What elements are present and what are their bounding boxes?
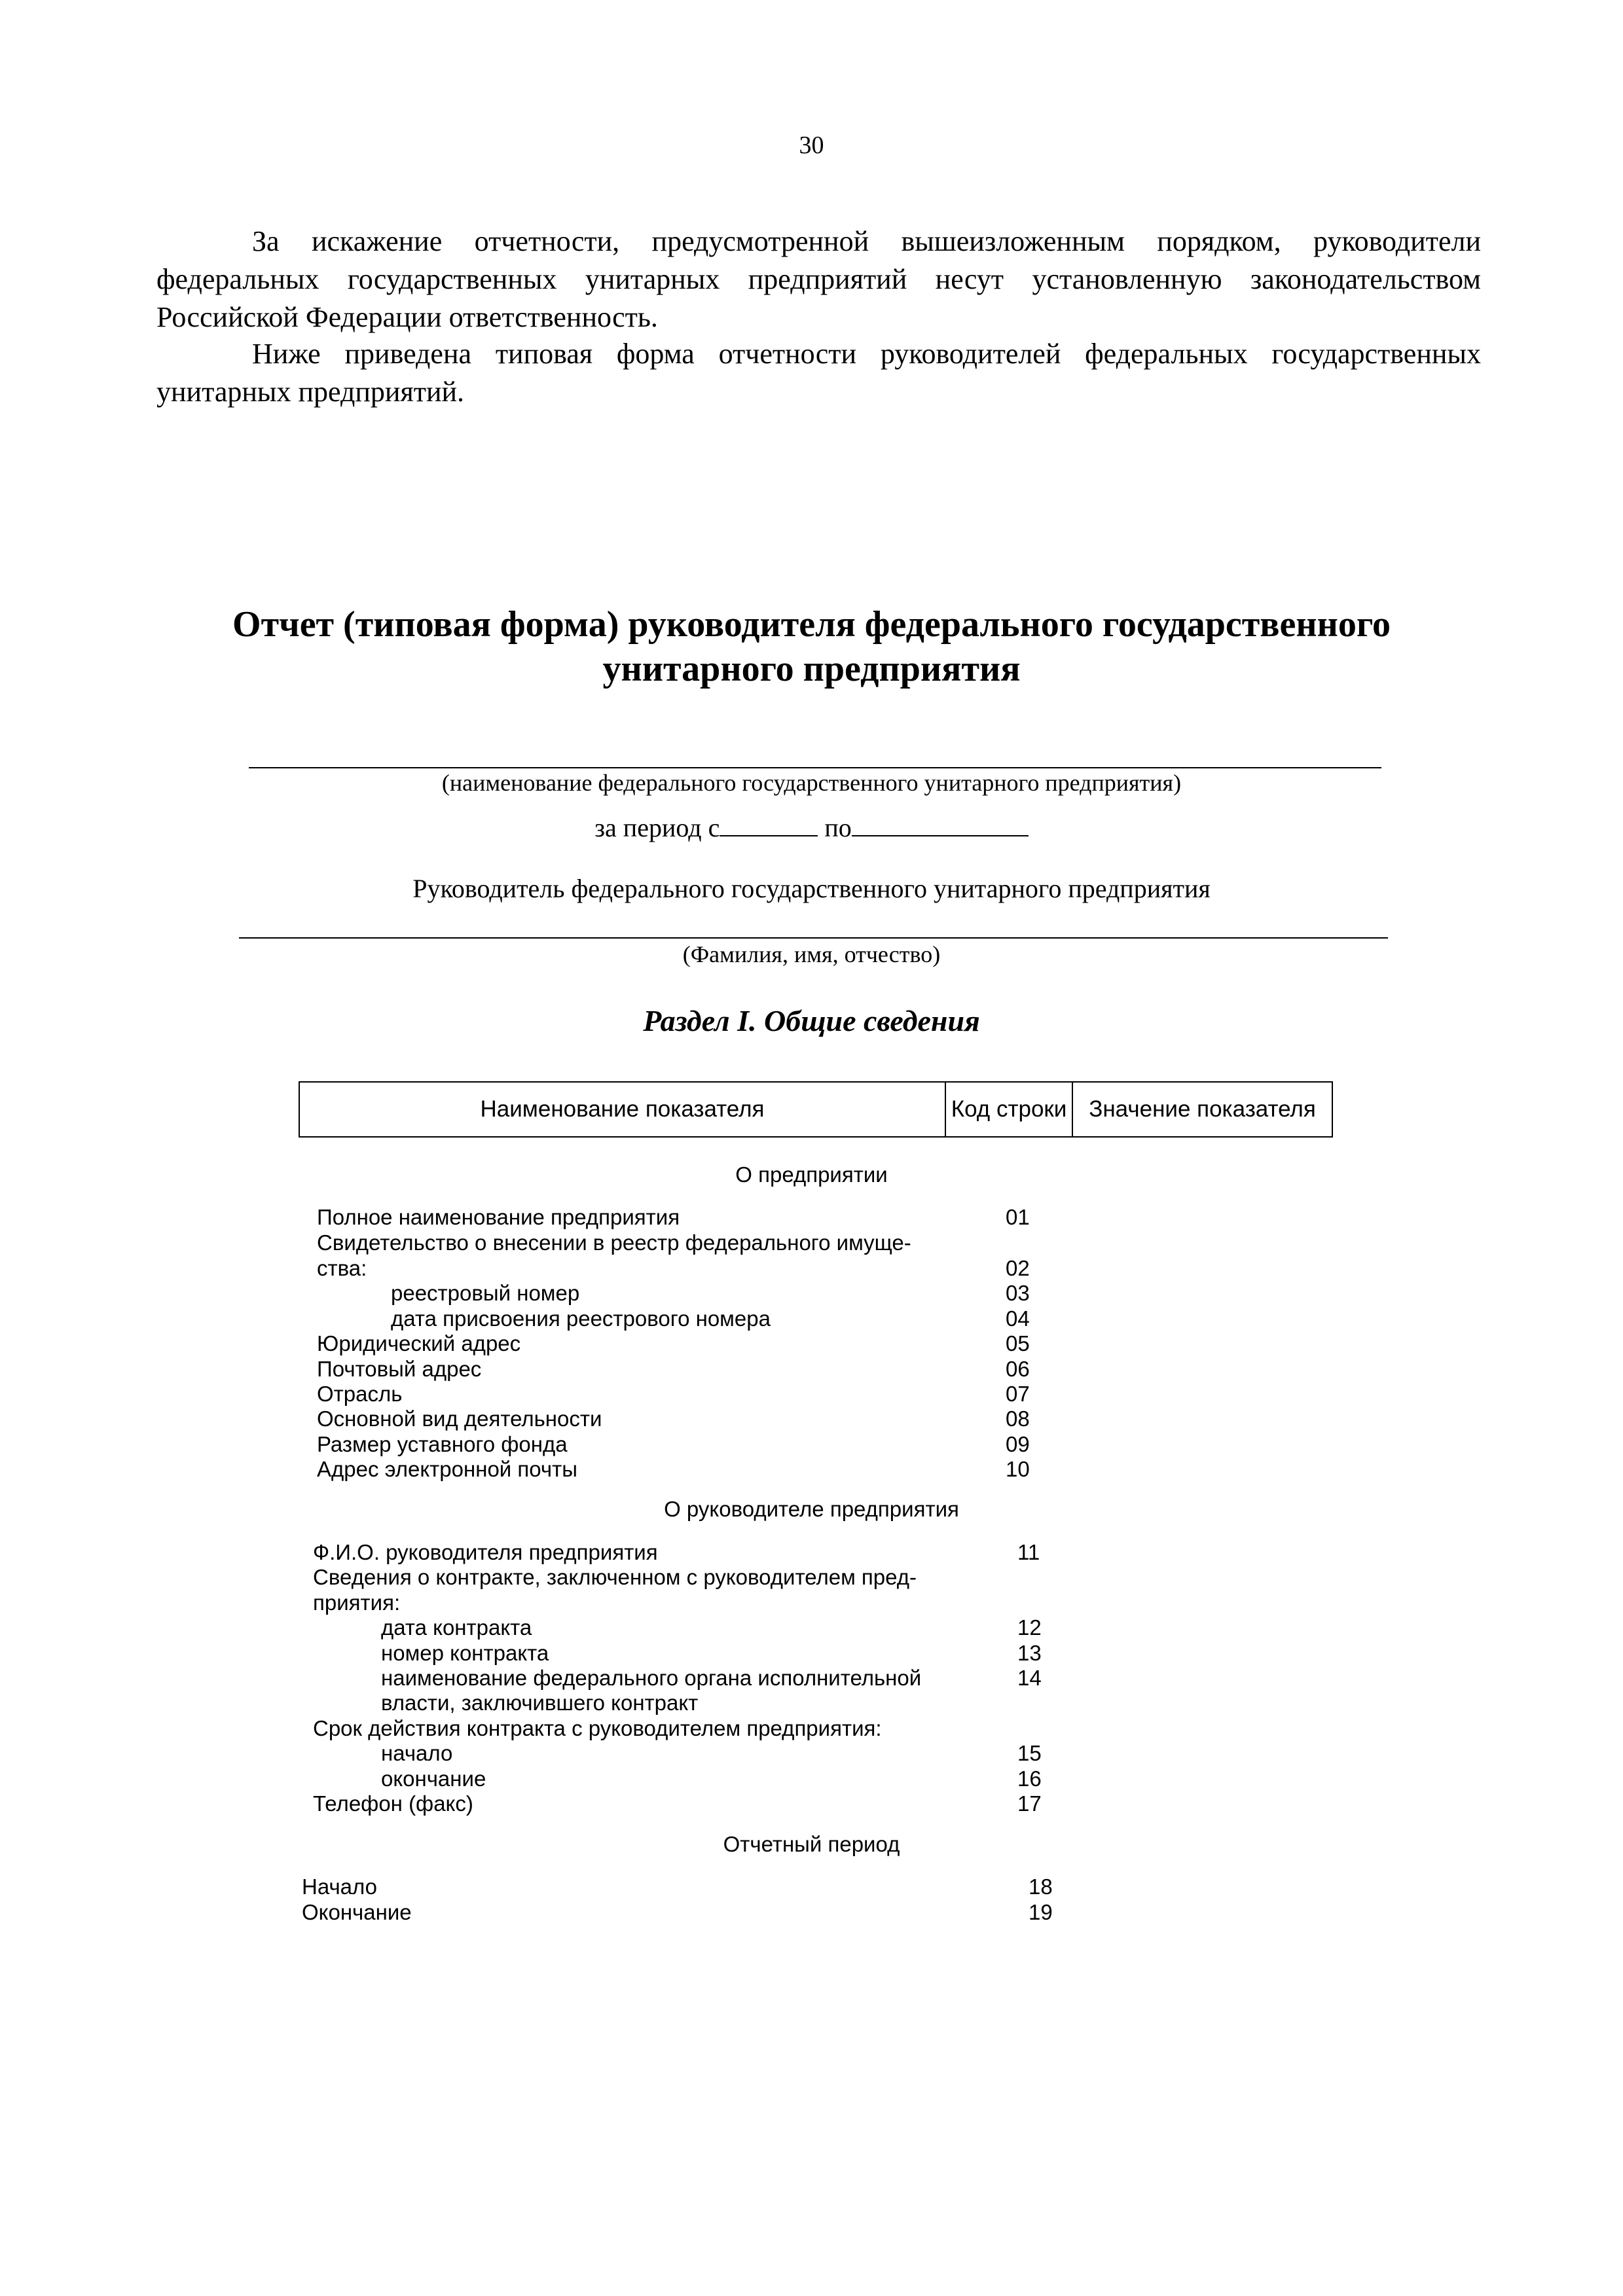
subsection-period: Отчетный период xyxy=(723,1832,900,1856)
org-name-fill-line[interactable] xyxy=(249,767,1381,768)
table-row-label: наименование федерального органа исполнительной xyxy=(381,1666,922,1690)
intro-paragraph-1-text: За искажение отчетности, предусмотренной вышеизложенным порядком, руководители федеральных государственных унитарных предприятий несут установленную законодательством Российской Федерации ответственность. xyxy=(156,225,1481,333)
table-row-label: Сведения о контракте, заключенном с руководителем пред- xyxy=(313,1565,917,1589)
table-row-label: власти, заключившего контракт xyxy=(381,1691,699,1715)
table-row-label: Размер уставного фонда xyxy=(317,1432,568,1456)
table-row-code: 10 xyxy=(1006,1457,1030,1481)
table-row-label: реестровый номер xyxy=(391,1281,580,1305)
header-row-code: Код строки xyxy=(946,1083,1073,1136)
org-name-caption: (наименование федерального государственного унитарного предприятия) xyxy=(441,770,1182,796)
period-from-label: за период с xyxy=(594,813,720,842)
table-row-code: 03 xyxy=(1006,1281,1030,1305)
table-header xyxy=(299,1081,1333,1138)
intro-paragraph-2-text: Ниже приведена типовая форма отчетности руководителей федеральных государственных унитарных предприятий. xyxy=(156,338,1481,408)
table-row-label: Адрес электронной почты xyxy=(317,1457,577,1481)
period-from-field[interactable] xyxy=(720,812,818,836)
intro-paragraph-1 xyxy=(156,223,1481,336)
subsection-director: О руководителе предприятия xyxy=(664,1497,959,1521)
table-row-code: 07 xyxy=(1006,1382,1030,1406)
intro-paragraph-2 xyxy=(156,335,1481,411)
table-row-code: 05 xyxy=(1006,1331,1030,1355)
period-to-label: по xyxy=(824,813,852,842)
table-row-label: Почтовый адрес xyxy=(317,1357,482,1381)
table-row-label: Основной вид деятельности xyxy=(317,1407,602,1431)
table-row-label: номер контракта xyxy=(381,1641,549,1665)
director-name-caption: (Фамилия, имя, отчество) xyxy=(682,941,941,967)
table-row-code: 13 xyxy=(1017,1641,1042,1665)
report-title-line-2: унитарного предприятия xyxy=(602,649,1021,689)
table-row-label: Ф.И.О. руководителя предприятия xyxy=(313,1540,658,1564)
table-row-label: начало xyxy=(381,1741,453,1765)
table-row-label: дата контракта xyxy=(381,1615,532,1640)
table-row-label: Телефон (факс) xyxy=(313,1791,473,1816)
table-row-code: 08 xyxy=(1006,1407,1030,1431)
period-to-field[interactable] xyxy=(852,812,1029,836)
table-row-label: Срок действия контракта с руководителем предприятия: xyxy=(313,1716,882,1740)
header-indicator-name: Наименование показателя xyxy=(300,1083,946,1136)
table-row-label: ства: xyxy=(317,1256,367,1280)
table-row-code: 15 xyxy=(1017,1741,1042,1765)
table-row-label: Начало xyxy=(302,1874,377,1899)
table-row-code: 04 xyxy=(1006,1306,1030,1331)
table-row-label: Юридический адрес xyxy=(317,1331,521,1355)
table-row-code: 14 xyxy=(1017,1666,1042,1690)
report-title xyxy=(0,602,1623,691)
table-row-label: окончание xyxy=(381,1767,486,1791)
table-row-label: дата присвоения реестрового номера xyxy=(391,1306,771,1331)
table-row-label: Отрасль xyxy=(317,1382,403,1406)
subsection-enterprise: О предприятии xyxy=(735,1162,888,1187)
director-label: Руководитель федерального государственного унитарного предприятия xyxy=(412,874,1211,903)
header-indicator-value: Значение показателя xyxy=(1089,1096,1316,1122)
director-name-fill-line[interactable] xyxy=(239,937,1388,939)
table-row-code: 16 xyxy=(1017,1767,1042,1791)
page-number: 30 xyxy=(799,132,824,159)
table-row-label: Окончание xyxy=(302,1900,412,1924)
table-row-code: 12 xyxy=(1017,1615,1042,1640)
report-title-line-1: Отчет (типовая форма) руководителя федерального государственного xyxy=(232,604,1391,645)
table-row-label: приятия: xyxy=(313,1590,401,1615)
table-row-code: 17 xyxy=(1017,1791,1042,1816)
table-row-label: Полное наименование предприятия xyxy=(317,1205,680,1229)
table-row-code: 11 xyxy=(1017,1540,1040,1564)
table-row-code: 01 xyxy=(1006,1205,1030,1229)
table-row-label: Свидетельство о внесении в реестр федерального имуще- xyxy=(317,1230,911,1255)
table-row-code: 02 xyxy=(1006,1256,1030,1280)
period-line xyxy=(0,812,1623,843)
section-title: Раздел I. Общие сведения xyxy=(643,1004,980,1037)
table-row-code: 09 xyxy=(1006,1432,1030,1456)
table-row-code: 19 xyxy=(1029,1900,1053,1924)
table-row-code: 06 xyxy=(1006,1357,1030,1381)
table-row-code: 18 xyxy=(1029,1874,1053,1899)
